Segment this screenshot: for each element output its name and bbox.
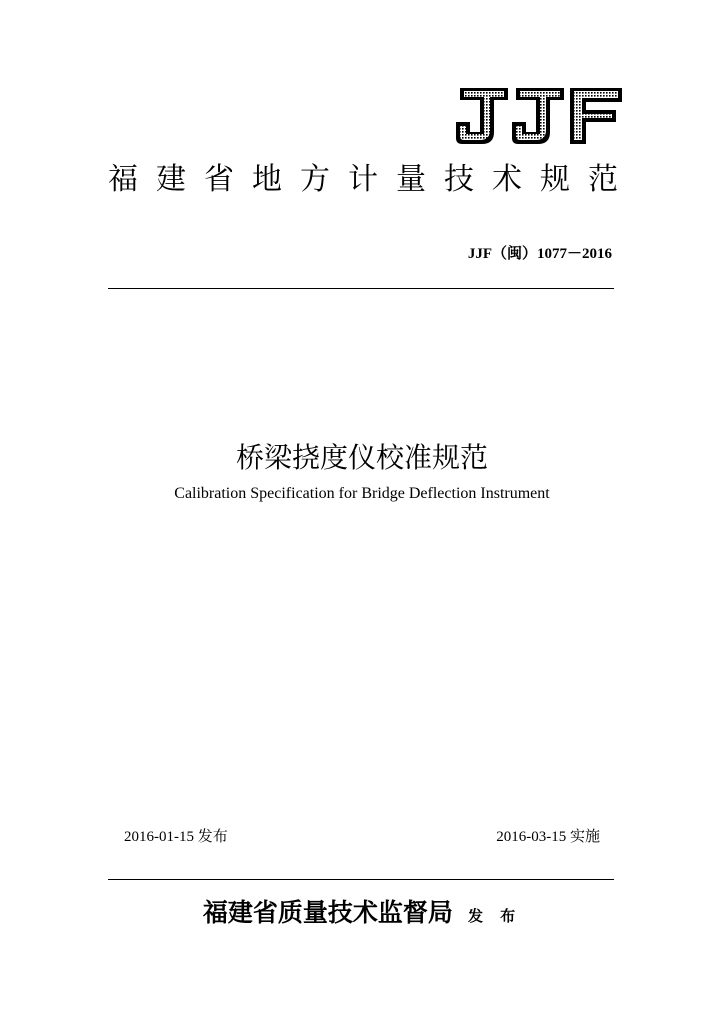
jjf-logo-graphic: [456, 86, 624, 146]
issue-date: 2016-01-15: [124, 829, 194, 845]
standard-number: JJF（闽）1077－2016: [467, 246, 612, 262]
series-char: 范: [588, 162, 618, 197]
document-title-chinese: 桥梁挠度仪校准规范: [235, 441, 488, 474]
series-char: 建: [156, 162, 186, 197]
logo-letter-j1: [456, 88, 508, 144]
series-char: 方: [300, 162, 330, 197]
series-char: 省: [204, 162, 234, 197]
issuer-line: [0, 896, 724, 930]
series-char: 计: [348, 162, 378, 197]
document-title-english: Calibration Specification for Bridge Deflection Instrument: [174, 485, 550, 502]
jjf-logo-icon: [456, 86, 624, 146]
series-char: 地: [252, 162, 282, 197]
series-char: 技: [444, 162, 474, 197]
header-divider: [108, 288, 614, 289]
logo-letter-j2: [512, 88, 564, 144]
series-title: [108, 160, 618, 200]
series-char: 量: [396, 162, 426, 197]
issue-date-line: [124, 826, 228, 847]
implement-label: 实施: [569, 827, 600, 845]
series-char: 福: [108, 162, 138, 197]
issued-label: 发 布: [467, 907, 522, 925]
footer-divider: [108, 879, 614, 880]
issue-label: 发布: [197, 827, 228, 845]
series-char: 术: [492, 162, 522, 197]
issuer-name: 福建省质量技术监督局: [202, 898, 453, 927]
implement-date-line: [496, 826, 600, 847]
logo-letter-f: [570, 88, 622, 144]
implement-date: 2016-03-15: [496, 829, 567, 845]
series-char: 规: [540, 162, 570, 197]
